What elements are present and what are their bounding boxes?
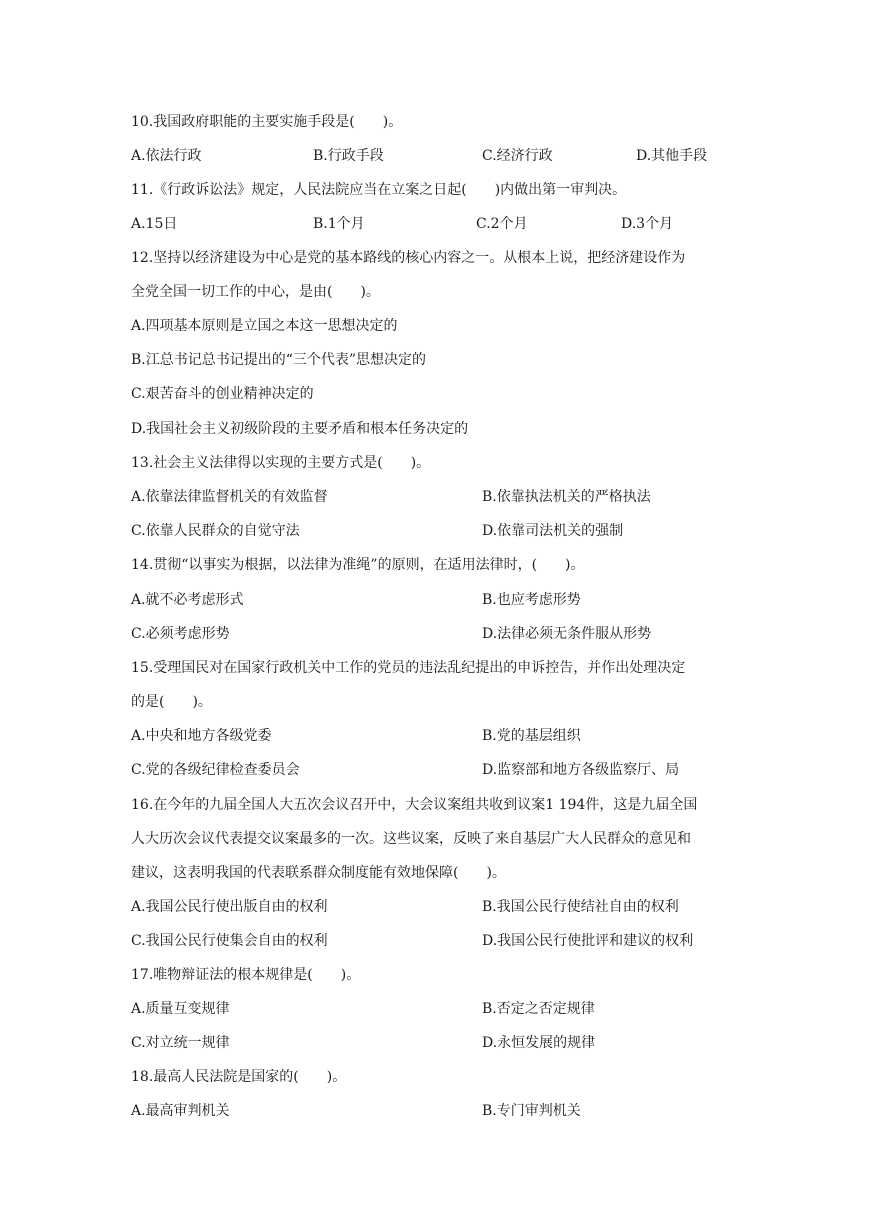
question-17-stem: 17.唯物辩证法的根本规律是( )。 [131,967,361,983]
question-12-option-a: A.四项基本原则是立国之本这一思想决定的 [131,318,398,334]
question-13-option-b: B.依靠执法机关的严格执法 [482,489,651,505]
question-12-option-d: D.我国社会主义初级阶段的主要矛盾和根本任务决定的 [131,421,469,437]
question-15-option-d: D.监察部和地方各级监察厅、局 [482,762,680,778]
question-18-stem: 18.最高人民法院是国家的( )。 [131,1069,347,1085]
question-11-option-d: D.3个月 [621,216,674,232]
question-10-stem: 10.我国政府职能的主要实施手段是( )。 [131,114,403,130]
question-11-stem: 11.《行政诉讼法》规定，人民法院应当在立案之日起( )内做出第一审判决。 [131,182,627,198]
question-12-option-c: C.艰苦奋斗的创业精神决定的 [131,386,314,402]
question-13-option-a: A.依靠法律监督机关的有效监督 [131,489,328,505]
question-10-option-a: A.依法行政 [131,148,202,164]
question-16-option-d: D.我国公民行使批评和建议的权利 [482,933,694,949]
question-15-option-c: C.党的各级纪律检查委员会 [131,762,300,778]
question-13-option-c: C.依靠人民群众的自觉守法 [131,523,300,539]
question-10-option-b: B.行政手段 [313,148,384,164]
question-18-option-a: A.最高审判机关 [131,1103,230,1119]
question-10-option-d: D.其他手段 [636,148,708,164]
question-16-option-b: B.我国公民行使结社自由的权利 [482,899,679,915]
question-14-option-a: A.就不必考虑形式 [131,592,244,608]
question-12-stem-line-1: 12.坚持以经济建设为中心是党的基本路线的核心内容之一。从根本上说，把经济建设作为 [131,250,686,266]
question-12-option-b: B.江总书记总书记提出的“三个代表”思想决定的 [131,352,427,368]
question-16-stem-line-1: 16.在今年的九届全国人大五次会议召开中，大会议案组共收到议案1 194件，这是九届全国 [131,797,698,813]
question-16-option-c: C.我国公民行使集会自由的权利 [131,933,328,949]
question-15-stem-line-1: 15.受理国民对在国家行政机关中工作的党员的违法乱纪提出的申诉控告，并作出处理决定 [131,660,686,676]
question-11-option-b: B.1个月 [313,216,365,232]
question-10-option-c: C.经济行政 [482,148,553,164]
question-14-stem: 14.贯彻“以事实为根据，以法律为准绳”的原则，在适用法律时，( )。 [131,557,585,573]
question-17-option-c: C.对立统一规律 [131,1035,230,1051]
question-13-stem: 13.社会主义法律得以实现的主要方式是( )。 [131,455,431,471]
question-15-stem-line-2: 的是( )。 [131,694,212,710]
question-17-option-a: A.质量互变规律 [131,1001,230,1017]
question-17-option-b: B.否定之否定规律 [482,1001,595,1017]
question-16-stem-line-3: 建议，这表明我国的代表联系群众制度能有效地保障( )。 [131,865,506,881]
question-14-option-c: C.必须考虑形势 [131,626,230,642]
question-16-option-a: A.我国公民行使出版自由的权利 [131,899,328,915]
question-16-stem-line-2: 人大历次会议代表提交议案最多的一次。这些议案，反映了来自基层广大人民群众的意见和 [131,831,691,847]
question-17-option-d: D.永恒发展的规律 [482,1035,596,1051]
question-18-option-b: B.专门审判机关 [482,1103,581,1119]
question-15-option-a: A.中央和地方各级党委 [131,728,272,744]
question-13-option-d: D.依靠司法机关的强制 [482,523,624,539]
question-14-option-d: D.法律必须无条件服从形势 [482,626,652,642]
question-11-option-a: A.15日 [131,216,178,232]
question-11-option-c: C.2个月 [476,216,528,232]
question-15-option-b: B.党的基层组织 [482,728,581,744]
question-14-option-b: B.也应考虑形势 [482,592,581,608]
question-12-stem-line-2: 全党全国一切工作的中心，是由( )。 [131,284,380,300]
